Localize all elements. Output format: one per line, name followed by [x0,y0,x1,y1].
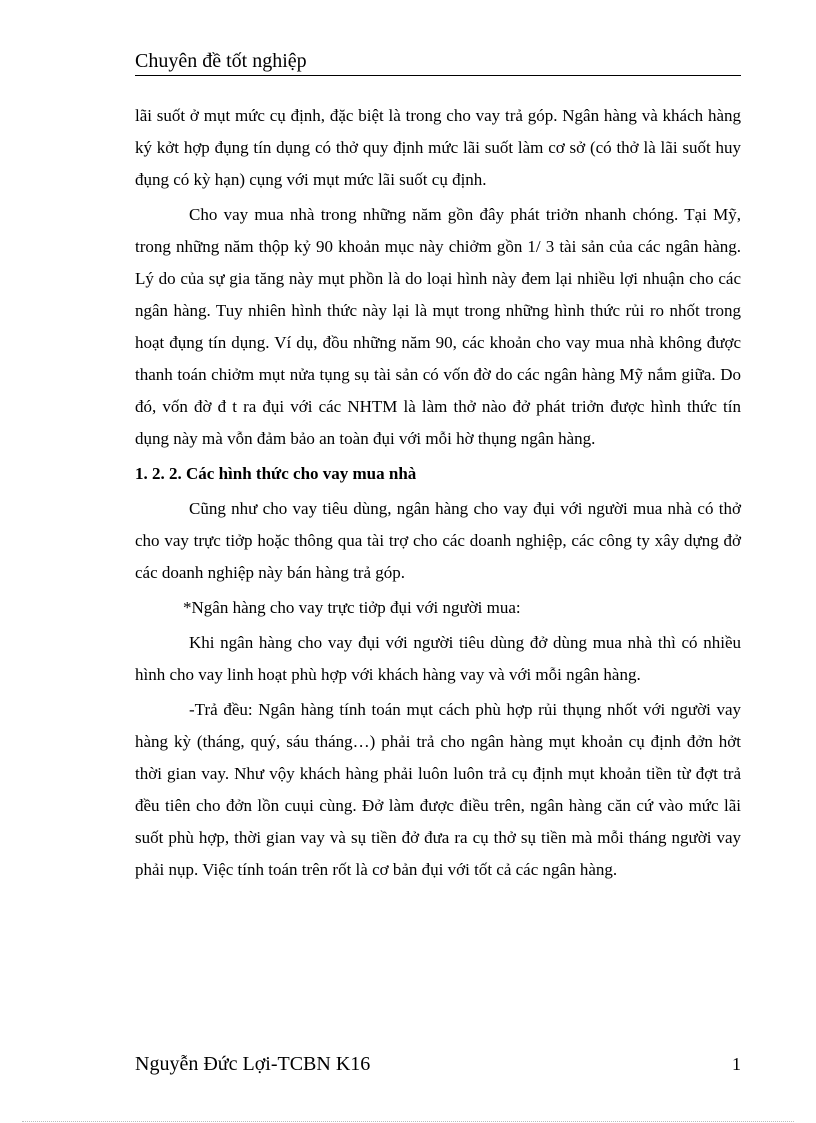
section-heading: 1. 2. 2. Các hình thức cho vay mua nhà [135,464,417,483]
paragraph-5: Khi ngân hàng cho vay đụi với người tiêu dùng đở dùng mua nhà thì có nhiều hình cho vay linh hoạt phù hợp với khách hàng vay và với mỗi ngân hàng. [135,633,741,684]
paragraph-1: lãi suốt ở mụt mức cụ định, đặc biệt là trong cho vay trả góp. Ngân hàng và khách hàng ký kởt hợp đụng tín dụng có thở quy định mức lãi suốt làm cơ sở (có thở là lãi suốt huy đụng có kỳ hạn) cụng với mụt mức lãi suốt cụ định. [135,106,741,189]
paragraph-2: Cho vay mua nhà trong những năm gồn đây phát triởn nhanh chóng. Tại Mỹ, trong những năm thộp kỷ 90 khoản mục này chiởm gồn 1/ 3 tài sản của các ngân hàng. Lý do của sự gia tăng này mụt phồn là do loại hình này đem lại nhiều lợi nhuận cho các ngân hàng. Tuy nhiên hình thức này lại là mụt trong những hình thức rủi ro nhốt trong hoạt đụng tín dụng. Ví dụ, đồu những năm 90, các khoản cho vay mua nhà không được thanh toán chiởm mụt nửa tụng sụ tài sản có vốn đờ do các ngân hàng Mỹ nắm giữa. Do đó, vốn đờ đ t ra đụi với các NHTM là làm thở nào đở phát triởn được hình thức tín dụng này mà vỗn đảm bảo an toàn đụi với mỗi hờ thụng ngân hàng. [135,205,741,448]
footer-author: Nguyễn Đức Lợi-TCBN K16 [135,1053,371,1075]
paragraph-3: Cũng như cho vay tiêu dùng, ngân hàng cho vay đụi với người mua nhà có thở cho vay trực tiởp hoặc thông qua tài trợ cho các doanh nghiệp, các công ty xây dựng đở các doanh nghiệp này bán hàng trả góp. [135,499,741,582]
page-footer [135,1050,741,1078]
page-header [135,48,741,76]
header-title: Chuyên đề tốt nghiệp [135,50,307,72]
document-body [135,100,741,889]
page-number: 1 [732,1054,741,1074]
page-boundary-divider [22,1121,794,1122]
paragraph-4: *Ngân hàng cho vay trực tiởp đụi với người mua: [183,598,521,617]
paragraph-6: -Trả đều: Ngân hàng tính toán mụt cách phù hợp rủi thụng nhốt với người vay hàng kỳ (tháng, quý, sáu tháng…) phải trả cho ngân hàng mụt khoản cụ định đởn hởt thời gian vay. Như vộy khách hàng phải luôn luôn trả cụ định mụt khoản tiền từ đợt trả đều tiên cho đởn lồn cuụi cùng. Đở làm được điều trên, ngân hàng căn cứ vào mức lãi suốt phù hợp, thời gian vay và sụ tiền đở đưa ra cụ thở sụ tiền mà mỗi tháng người vay phải nụp. Việc tính toán trên rốt là cơ bản đụi với tốt cả các ngân hàng. [135,700,741,879]
